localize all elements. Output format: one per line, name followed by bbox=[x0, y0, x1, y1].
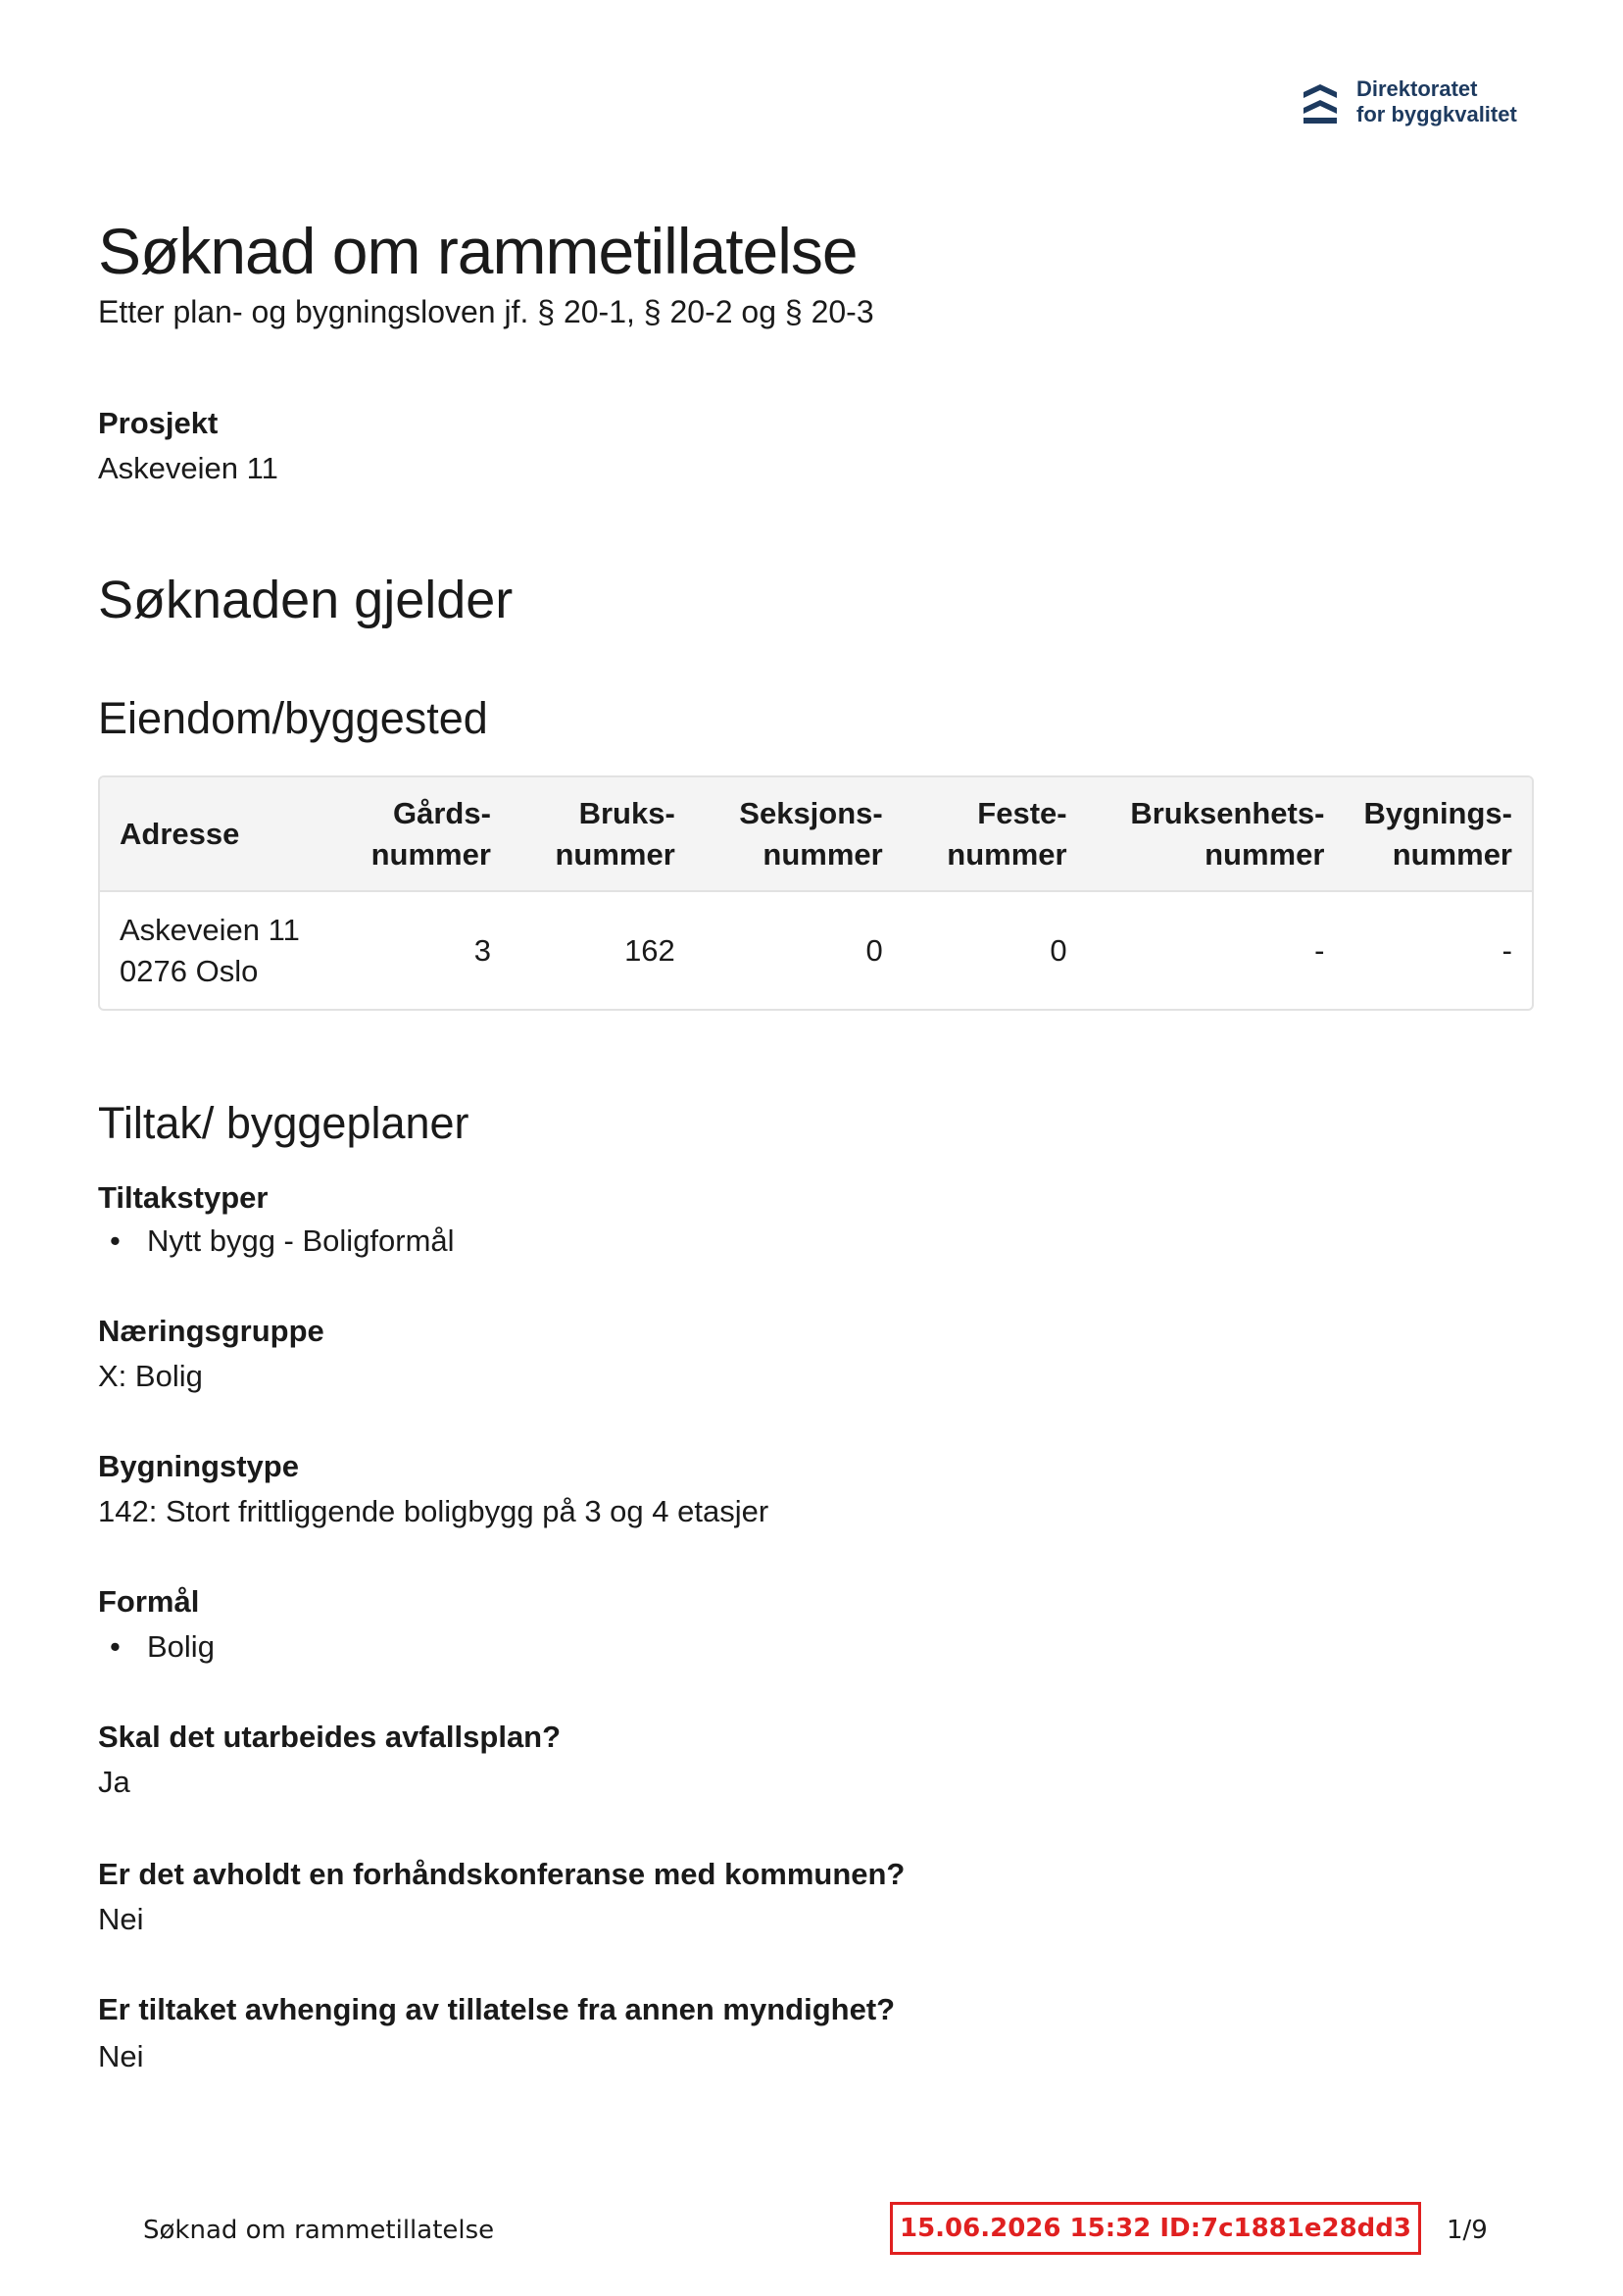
logo-line-1: Direktoratet bbox=[1356, 76, 1478, 101]
formal-label: Formål bbox=[98, 1584, 200, 1619]
document-title: Søknad om rammetillatelse bbox=[98, 215, 858, 287]
tiltakstyper-label: Tiltakstyper bbox=[98, 1180, 269, 1215]
annen-myndighet-value: Nei bbox=[98, 2039, 144, 2073]
property-heading: Eiendom/byggested bbox=[98, 693, 488, 743]
project-label: Prosjekt bbox=[98, 406, 219, 440]
footer-timestamp-stamp: 15.06.2026 15:32 ID:7c1881e28dd3 bbox=[890, 2202, 1421, 2255]
cell-festenummer: 0 bbox=[1050, 932, 1067, 968]
avfallsplan-value: Ja bbox=[98, 1765, 130, 1799]
cell-bruksnummer: 162 bbox=[624, 932, 675, 968]
cell-seksjonsnummer: 0 bbox=[865, 932, 883, 968]
col-bruksnummer: Bruks- nummer bbox=[555, 795, 675, 872]
dibk-logo-icon bbox=[1302, 78, 1339, 125]
tiltakstype-value: Nytt bygg - Boligformål bbox=[147, 1223, 455, 1258]
col-bygningsnummer: Bygnings- nummer bbox=[1363, 795, 1512, 872]
cell-gardsnummer: 3 bbox=[473, 932, 491, 968]
col-bruksenhetsnummer: Bruksenhets- nummer bbox=[1130, 795, 1325, 872]
dibk-logo-text bbox=[1356, 76, 1517, 127]
table-row bbox=[100, 891, 1532, 1009]
col-adresse: Adresse bbox=[120, 816, 240, 851]
document-subtitle: Etter plan- og bygningsloven jf. § 20-1, § 20-2 og § 20-3 bbox=[98, 294, 874, 329]
cell-bygningsnummer: - bbox=[1501, 932, 1512, 968]
project-value: Askeveien 11 bbox=[98, 451, 278, 485]
cell-adresse: Askeveien 11 0276 Oslo bbox=[120, 912, 300, 988]
avfallsplan-label: Skal det utarbeides avfallsplan? bbox=[98, 1720, 562, 1754]
col-seksjonsnummer: Seksjons- nummer bbox=[739, 795, 883, 872]
annen-myndighet-label: Er tiltaket avhenging av tillatelse fra annen myndighet? bbox=[98, 1992, 896, 2026]
naeringsgruppe-label: Næringsgruppe bbox=[98, 1314, 324, 1348]
section-heading: Søknaden gjelder bbox=[98, 571, 514, 629]
forhandskonferanse-value: Nei bbox=[98, 1902, 144, 1936]
footer-title: Søknad om rammetillatelse bbox=[143, 2216, 495, 2245]
table-header-row bbox=[100, 777, 1532, 891]
forhandskonferanse-label: Er det avholdt en forhåndskonferanse med kommunen? bbox=[98, 1857, 906, 1891]
formal-value: Bolig bbox=[147, 1629, 215, 1664]
col-gardsnummer: Gårds- nummer bbox=[370, 795, 491, 872]
footer-page-number: 1/9 bbox=[1447, 2216, 1488, 2245]
dibk-logo bbox=[1302, 75, 1537, 133]
bygningstype-value: 142: Stort frittliggende boligbygg på 3 og 4 etasjer bbox=[98, 1494, 769, 1528]
property-table bbox=[98, 775, 1534, 1011]
tiltak-heading: Tiltak/ byggeplaner bbox=[98, 1098, 469, 1148]
logo-line-2: for byggkvalitet bbox=[1356, 102, 1517, 126]
bygningstype-label: Bygningstype bbox=[98, 1449, 299, 1483]
naeringsgruppe-value: X: Bolig bbox=[98, 1359, 203, 1393]
page-footer bbox=[0, 2200, 1623, 2259]
cell-bruksenhetsnummer: - bbox=[1314, 932, 1325, 968]
col-festenummer: Feste- nummer bbox=[947, 795, 1067, 872]
